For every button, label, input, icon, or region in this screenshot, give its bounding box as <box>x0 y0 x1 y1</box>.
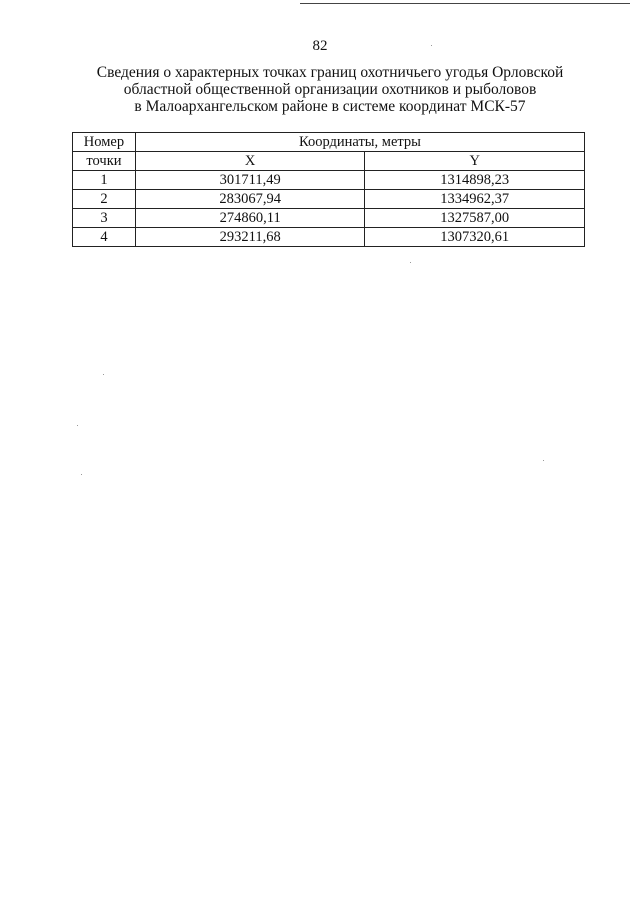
heading-line-2: областной общественной организации охотников и рыболовов <box>123 81 537 98</box>
header-x: X <box>135 152 365 171</box>
cell-x: 293211,68 <box>135 228 365 247</box>
cell-point: 3 <box>73 209 136 228</box>
cell-x: 274860,11 <box>135 209 365 228</box>
header-coordinates: Координаты, метры <box>135 133 584 152</box>
cell-point: 1 <box>73 171 136 190</box>
cell-point: 4 <box>73 228 136 247</box>
cell-x: 301711,49 <box>135 171 365 190</box>
cell-y: 1334962,37 <box>365 190 585 209</box>
heading-line-3: в Малоархангельском районе в системе координат МСК-57 <box>134 98 526 115</box>
page-number: 82 <box>312 38 328 54</box>
document-heading <box>70 64 590 115</box>
table-header-row-2 <box>73 152 585 171</box>
scan-speck <box>77 425 78 426</box>
table-row <box>73 190 585 209</box>
cell-y: 1314898,23 <box>365 171 585 190</box>
scan-speck <box>410 262 411 263</box>
cell-point: 2 <box>73 190 136 209</box>
scan-speck <box>81 474 82 475</box>
header-point-number-line2: точки <box>73 152 136 171</box>
table-row <box>73 209 585 228</box>
table-header-row-1 <box>73 133 585 152</box>
table-row <box>73 171 585 190</box>
cell-x: 283067,94 <box>135 190 365 209</box>
coordinates-table <box>72 132 585 247</box>
scan-speck <box>103 374 104 375</box>
scan-speck <box>543 460 544 461</box>
table-row <box>73 228 585 247</box>
header-y: Y <box>365 152 585 171</box>
scan-speck <box>431 45 432 46</box>
header-point-number-line1: Номер <box>73 133 136 152</box>
heading-line-1: Сведения о характерных точках границ охотничьего угодья Орловской <box>96 64 564 81</box>
cell-y: 1307320,61 <box>365 228 585 247</box>
cell-y: 1327587,00 <box>365 209 585 228</box>
top-scan-rule <box>300 3 630 4</box>
